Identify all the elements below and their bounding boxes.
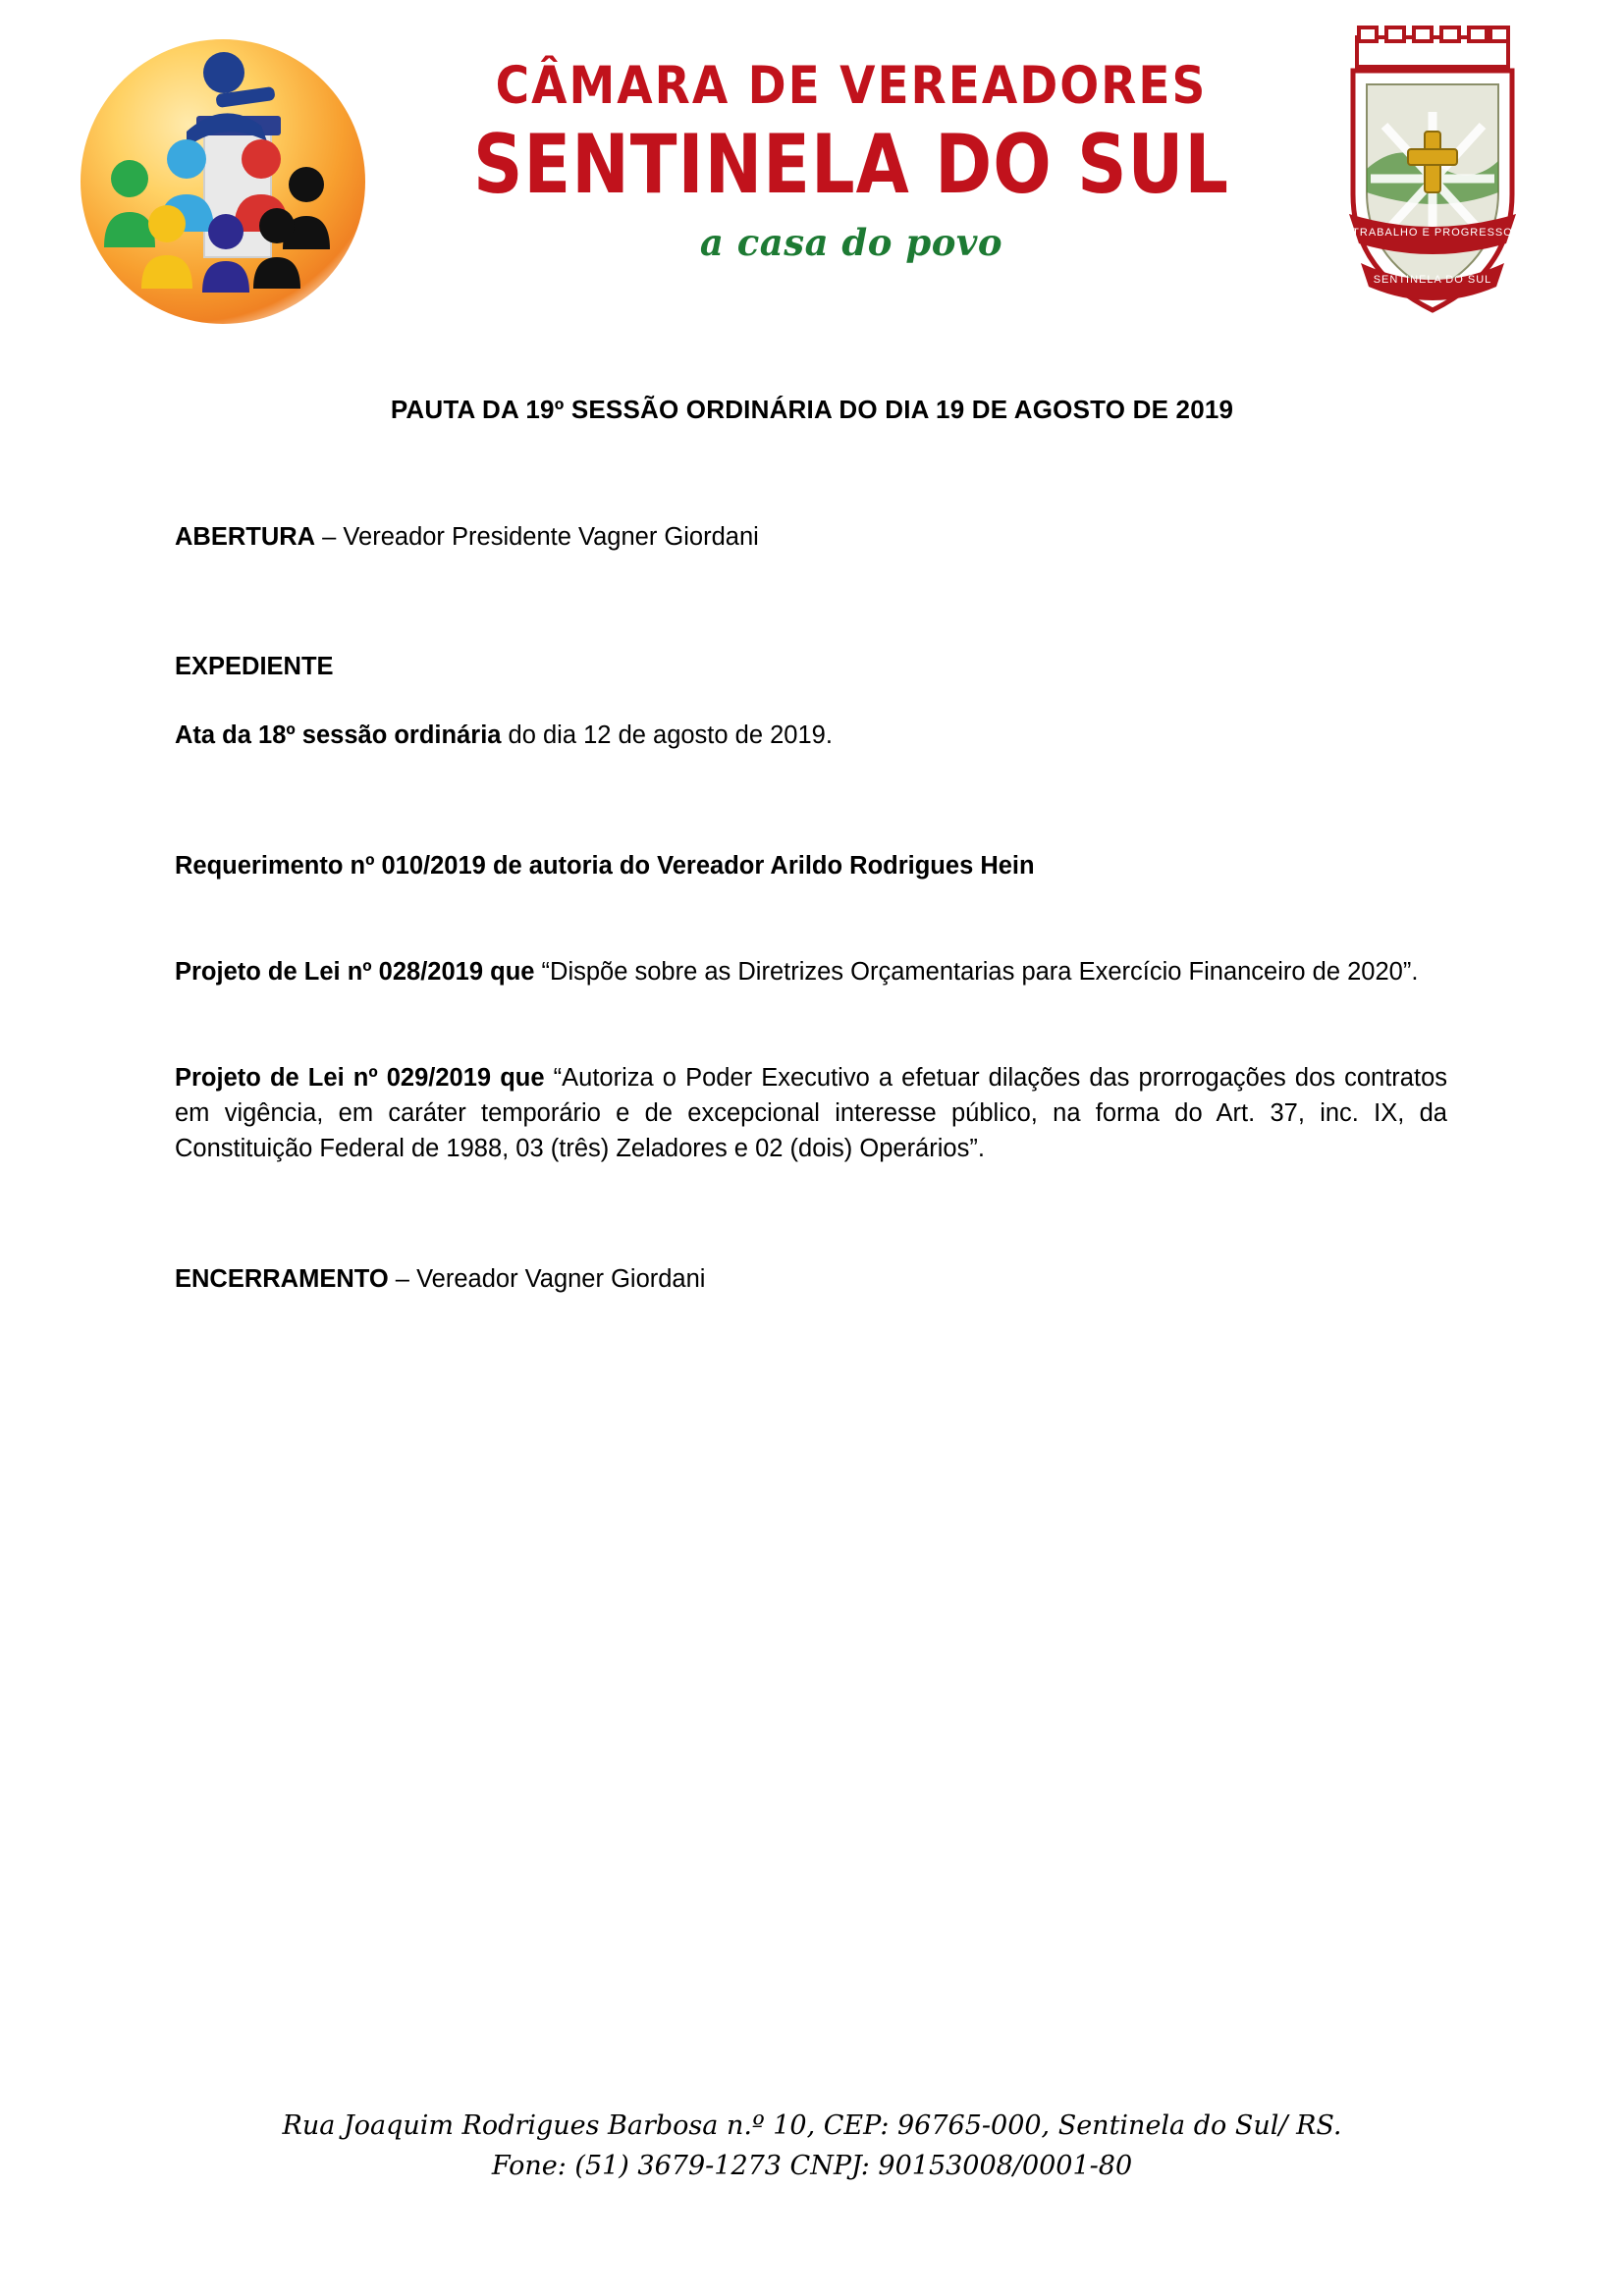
svg-text:TRABALHO E PROGRESSO: TRABALHO E PROGRESSO bbox=[1352, 227, 1513, 239]
item-projeto-028-label: Projeto de Lei nº 028/2019 que bbox=[175, 957, 535, 986]
wordmark-line2: SENTINELA DO SUL bbox=[472, 117, 1229, 213]
coat-of-arms-icon bbox=[1310, 22, 1555, 326]
wordmark bbox=[393, 22, 1310, 264]
item-ata-label: Ata da 18º sessão ordinária bbox=[175, 721, 502, 750]
wordmark-slogan: a casa do povo bbox=[699, 220, 1003, 264]
emblem-figures bbox=[69, 22, 393, 326]
item-projeto-029-text: “Autoriza o Poder Executivo a efetuar dilações das prorrogações dos contratos em vigência, em caráter temporário e de excepcional interesse público, na forma do Art. 37, inc. IX, da Constituição Federal de 1988, 03 (três) Zeladores e 02 (dois) Operários”. bbox=[175, 1064, 1447, 1163]
item-projeto-029 bbox=[175, 1060, 1447, 1167]
item-requerimento-label: Requerimento nº 010/2019 de autoria do Vereador Arildo Rodrigues Hein bbox=[175, 851, 1035, 880]
footer-contact: Fone: (51) 3679-1273 CNPJ: 90153008/0001-80 bbox=[491, 2150, 1133, 2181]
document-content bbox=[0, 519, 1624, 1297]
item-projeto-028 bbox=[175, 954, 1447, 989]
item-requerimento bbox=[175, 848, 1447, 883]
item-abertura-label: ABERTURA bbox=[175, 523, 316, 551]
document-footer bbox=[0, 2107, 1624, 2186]
page-title: PAUTA DA 19º SESSÃO ORDINÁRIA DO DIA 19 DE AGOSTO DE 2019 bbox=[390, 395, 1234, 424]
footer-address: Rua Joaquim Rodrigues Barbosa n.º 10, CEP: 96765-000, Sentinela do Sul/ RS. bbox=[282, 2110, 1342, 2141]
item-ata bbox=[175, 718, 1447, 753]
people-tribune-emblem-icon bbox=[69, 22, 393, 316]
svg-text:SENTINELA DO SUL: SENTINELA DO SUL bbox=[1373, 274, 1492, 286]
item-abertura bbox=[175, 519, 1447, 555]
item-expediente bbox=[175, 649, 1447, 684]
item-encerramento-label: ENCERRAMENTO bbox=[175, 1264, 389, 1293]
coat-of-arms-drawing bbox=[1310, 22, 1555, 326]
item-expediente-label: EXPEDIENTE bbox=[175, 653, 334, 681]
item-projeto-029-label: Projeto de Lei nº 029/2019 que bbox=[175, 1064, 545, 1093]
wordmark-line1: CÂMARA DE VEREADORES bbox=[495, 55, 1208, 117]
item-abertura-text: – Vereador Presidente Vagner Giordani bbox=[315, 523, 759, 551]
item-ata-text: do dia 12 de agosto de 2019. bbox=[501, 721, 833, 750]
item-encerramento-text: – Vereador Vagner Giordani bbox=[388, 1264, 706, 1293]
document-header bbox=[0, 0, 1624, 353]
item-projeto-028-text: “Dispõe sobre as Diretrizes Orçamentarias para Exercício Financeiro de 2020”. bbox=[534, 957, 1419, 986]
item-encerramento bbox=[175, 1261, 1447, 1297]
